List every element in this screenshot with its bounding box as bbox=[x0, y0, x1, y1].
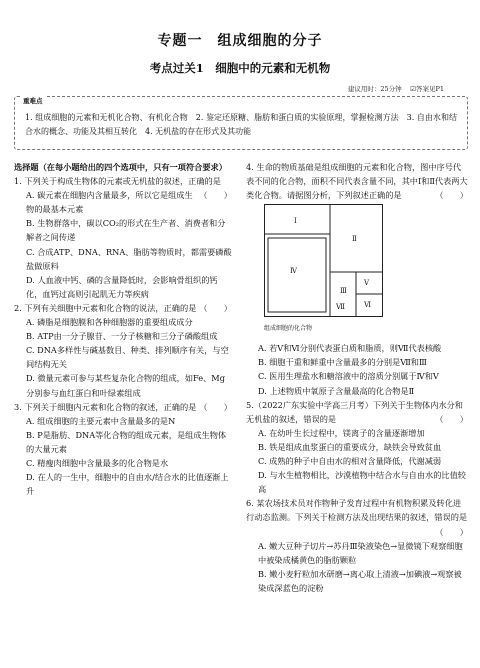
key-points-box bbox=[14, 96, 468, 150]
q1-option-b: B. 生物群落中，碳以CO₂的形式在生产者、消费者和分解者之间传递 bbox=[26, 218, 226, 243]
q2-option-c: C. DNA多样性与碱基数目、种类、排列顺序有关，与空间结构无关 bbox=[26, 345, 229, 370]
fig-label-4: Ⅳ bbox=[290, 267, 297, 276]
key-points-text: 1. 组成细胞的元素和无机化合物、有机化合物 2. 鉴定还原糖、脂肪和蛋白质的实验原理，掌握检测方法 3. 自由水和结合水的概念、功能及其相互转化 4. 无机盐的存在形式及其功能 bbox=[25, 113, 457, 136]
q5-stem: 5.（2022广东实验中学高三月考）下列关于生物体内水分和无机盐的叙述，错误的是 （ ） bbox=[246, 399, 468, 424]
page-title: 专题一 组成细胞的分子 bbox=[157, 33, 323, 49]
time-note: 建议用时：25分钟 ☑答案见P1 bbox=[347, 85, 444, 93]
q5-option-d: D. 与水生植物相比，沙漠植物中结合水与自由水的比值较高 bbox=[258, 470, 466, 495]
q1-stem: 1. 下列关于构成生物体的元素或无机盐的叙述，正确的是 （ ） bbox=[14, 176, 232, 201]
q4-option-d: D. 上述物质中氧原子含量最高的化合物是Ⅱ bbox=[258, 385, 415, 396]
fig-label-2: Ⅱ bbox=[352, 235, 357, 244]
q1-option-d: D. 人血液中钙、磷的含量降低时，会影响骨组织的钙化，血钙过高则引起肌无力等疾病 bbox=[26, 274, 218, 299]
q3-option-a: A. 组成细胞的主要元素中含量最多的是N bbox=[26, 415, 176, 426]
q5-option-b: B. 铁是组成血浆蛋白的重要成分，缺铁会导致贫血 bbox=[258, 441, 442, 452]
q6-option-b: B. 嫩小麦籽粒加水研磨→离心取上清液→加碘液→观察被染成深蓝色的淀粉 bbox=[258, 568, 462, 593]
q4-option-a: A. 若Ⅴ和Ⅵ分别代表蛋白质和脂质，则Ⅶ代表核酸 bbox=[258, 343, 442, 354]
fig-label-5: Ⅴ bbox=[364, 279, 370, 288]
key-points-tag: 重难点 bbox=[23, 97, 43, 105]
q3-option-b: B. P是脂肪、DNA等化合物的组成元素，是组成生物体的大量元素 bbox=[26, 429, 227, 454]
q4-stem: 4. 生命的物质基础是组成细胞的元素和化合物，图中序号代表不同的化合物，面积不同代表含量不同，其中Ⅰ和Ⅱ代表两大类化合物。请据图分析，下列叙述正确的是 （ ） bbox=[246, 162, 468, 201]
q5-option-a: A. 在幼叶生长过程中，镁离子的含量逐渐增加 bbox=[258, 427, 425, 438]
compound-diagram-svg bbox=[264, 204, 399, 319]
fig-label-7: Ⅶ bbox=[336, 303, 346, 312]
section-heading: 选择题（在每小题给出的四个选项中，只有一项符合要求） bbox=[14, 162, 227, 172]
q5-option-c: C. 成熟的种子中自由水的相对含量降低，代谢减弱 bbox=[258, 456, 442, 467]
q1-option-a: A. 碳元素在细胞内含量最多，所以它是组成生物的最基本元素 bbox=[26, 190, 193, 215]
q2-option-a: A. 磷脂是细胞膜和各种细胞器的重要组成成分 bbox=[26, 317, 193, 328]
fig-label-1: Ⅰ bbox=[294, 217, 297, 226]
q3-option-d: D. 在人的一生中，细胞中的自由水/结合水的比值逐渐上升 bbox=[26, 472, 229, 497]
right-column bbox=[246, 160, 468, 595]
q2-stem: 2. 下列有关细胞中元素和化合物的说法，正确的是 （ ） bbox=[14, 302, 232, 313]
q6-stem: 6. 某农场技术员对作物种子发育过程中有机物积累及转化进行动态监测。下列关于检测方法及出现结果的叙述，错误的是 （ ） bbox=[246, 498, 468, 537]
q3-stem: 3. 下列关于细胞内元素和化合物的叙述，正确的是 （ ） bbox=[14, 401, 232, 412]
q6-option-a: A. 嫩大豆种子切片→苏丹Ⅲ染液染色→显微镜下观察细胞中被染成橘黄色的脂肪颗粒 bbox=[258, 540, 463, 565]
fig-label-3: Ⅲ bbox=[340, 287, 347, 296]
compound-diagram bbox=[264, 204, 399, 339]
fig-caption: 组成细胞的化合物 bbox=[264, 325, 313, 333]
q4-option-c: C. 医用生理盐水和糖溶液中的溶质分别属于Ⅳ和Ⅴ bbox=[258, 371, 439, 382]
q2-option-b: B. ATP由一分子腺苷、一分子核糖和三分子磷酸组成 bbox=[26, 331, 218, 342]
q4-option-b: B. 细胞干重和鲜重中含量最多的分别是Ⅶ和Ⅲ bbox=[258, 357, 427, 368]
page-subtitle: 考点过关1 细胞中的元素和无机物 bbox=[149, 61, 331, 75]
fig-label-6: Ⅵ bbox=[364, 301, 372, 310]
q1-option-c: C. 合成ATP、DNA、RNA、脂肪等物质时，都需要磷酸盐做原料 bbox=[26, 246, 232, 271]
left-column bbox=[14, 160, 232, 498]
q3-option-c: C. 精瘦肉细胞中含量最多的化合物是水 bbox=[26, 457, 169, 468]
q2-option-d: D. 微量元素可参与某些复杂化合物的组成，如Fe、Mg分别参与血红蛋白和叶绿素组成 bbox=[26, 373, 225, 398]
